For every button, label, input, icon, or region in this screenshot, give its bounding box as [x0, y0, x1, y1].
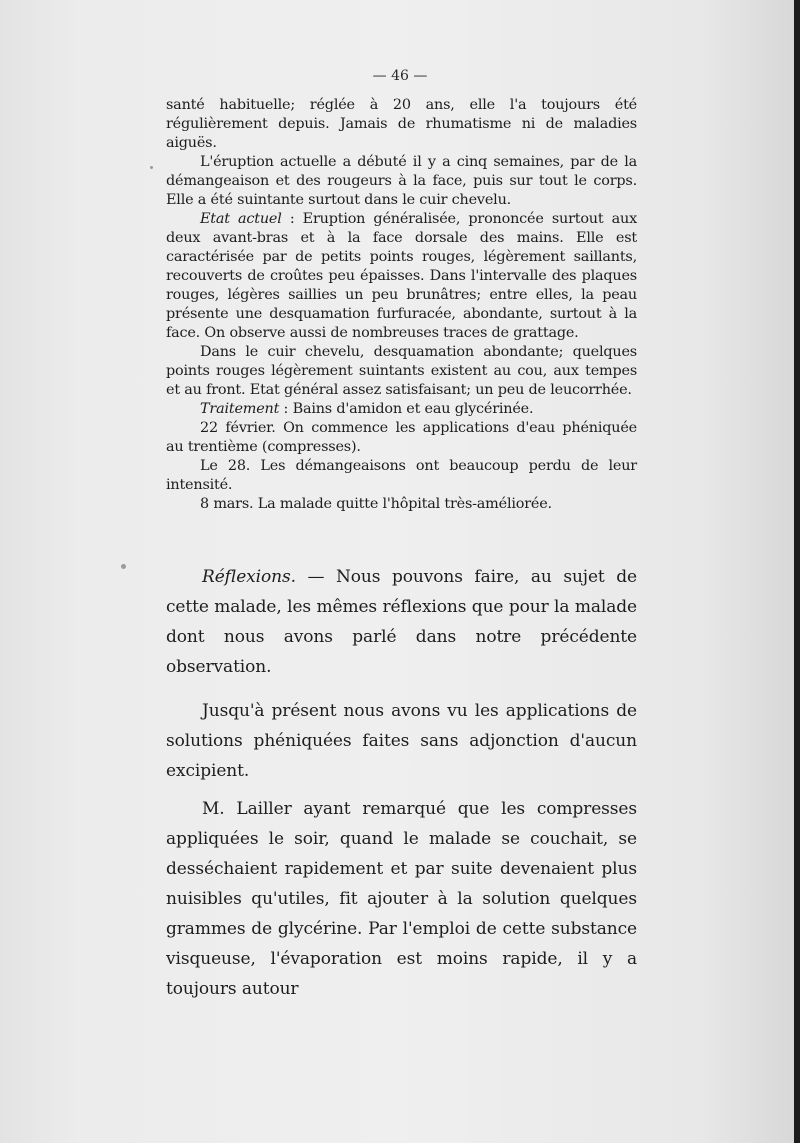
paragraph-text: 8 mars. La malade quitte l'hôpital très-améliorée. — [200, 496, 552, 512]
paragraph-lead: Traitement — [200, 401, 280, 417]
paragraph-text: 22 février. On commence les applications d'eau phéniquée au trentième (compresses). — [166, 420, 637, 455]
paragraph — [166, 495, 637, 514]
page-number: — 46 — — [372, 68, 428, 84]
page-edge — [794, 0, 800, 1143]
paragraph-text: M. Lailler ayant remarqué que les compresses appliquées le soir, quand le malade se couchait, se desséchaient rapidement et par suite devenaient plus nuisibles qu'utiles, fit ajouter à la solution quelques grammes de glycérine. Par l'emploi de cette substance visqueuse, l'évaporation est moins rapide, il y a toujours autour — [166, 799, 637, 999]
paragraph-text: Dans le cuir chevelu, desquamation abondante; quelques points rouges légèrement suintants existent au cou, aux tempes et au front. Etat général assez satisfaisant; un peu de leucorrhée. — [166, 344, 637, 398]
reflections — [166, 562, 637, 1004]
paragraph — [166, 562, 637, 682]
paragraph — [166, 419, 637, 457]
paragraph-text: — Nous pouvons faire, au sujet de cette malade, les mêmes réflexions que pour la malade dont nous avons parlé dans notre précédente observation. — [166, 567, 637, 677]
paper-speck — [150, 166, 153, 169]
paragraph — [166, 696, 637, 786]
paragraph — [166, 794, 637, 1004]
paragraph — [166, 153, 637, 210]
paragraph — [166, 343, 637, 400]
paragraph-text: Jusqu'à présent nous avons vu les applications de solutions phéniquées faites sans adjonction d'aucun excipient. — [166, 701, 637, 781]
paragraph — [166, 400, 637, 419]
paragraph — [166, 457, 637, 495]
paragraph — [166, 210, 637, 343]
paragraph-text: L'éruption actuelle a débuté il y a cinq semaines, par de la démangeaison et des rougeurs à la face, puis sur tout le corps. Elle a été suintante surtout dans le cuir chevelu. — [166, 154, 637, 208]
case-notes — [166, 96, 637, 514]
paper-speck — [121, 564, 126, 569]
paragraph-lead: Réflexions. — [202, 567, 296, 587]
paragraph-text: santé habituelle; réglée à 20 ans, elle l'a toujours été régulièrement depuis. Jamais de rhumatisme ni de maladies aiguës. — [166, 97, 637, 151]
paragraph-text: : Eruption généralisée, prononcée surtout aux deux avant-bras et à la face dorsale des mains. Elle est caractérisée par de petits points rouges, légèrement saillants, recouverts de croûtes peu épaisses. Dans l'intervalle des plaques rouges, légères saillies un peu brunâtres; entre elles, la peau présente une desquamation furfuracée, abondante, surtout à la face. On observe aussi de nombreuses traces de grattage. — [166, 211, 637, 341]
paragraph-text: Le 28. Les démangeaisons ont beaucoup perdu de leur intensité. — [166, 458, 637, 493]
paragraph-text: : Bains d'amidon et eau glycérinée. — [279, 401, 534, 417]
paragraph — [166, 96, 637, 153]
paragraph-lead: Etat actuel — [200, 211, 282, 227]
